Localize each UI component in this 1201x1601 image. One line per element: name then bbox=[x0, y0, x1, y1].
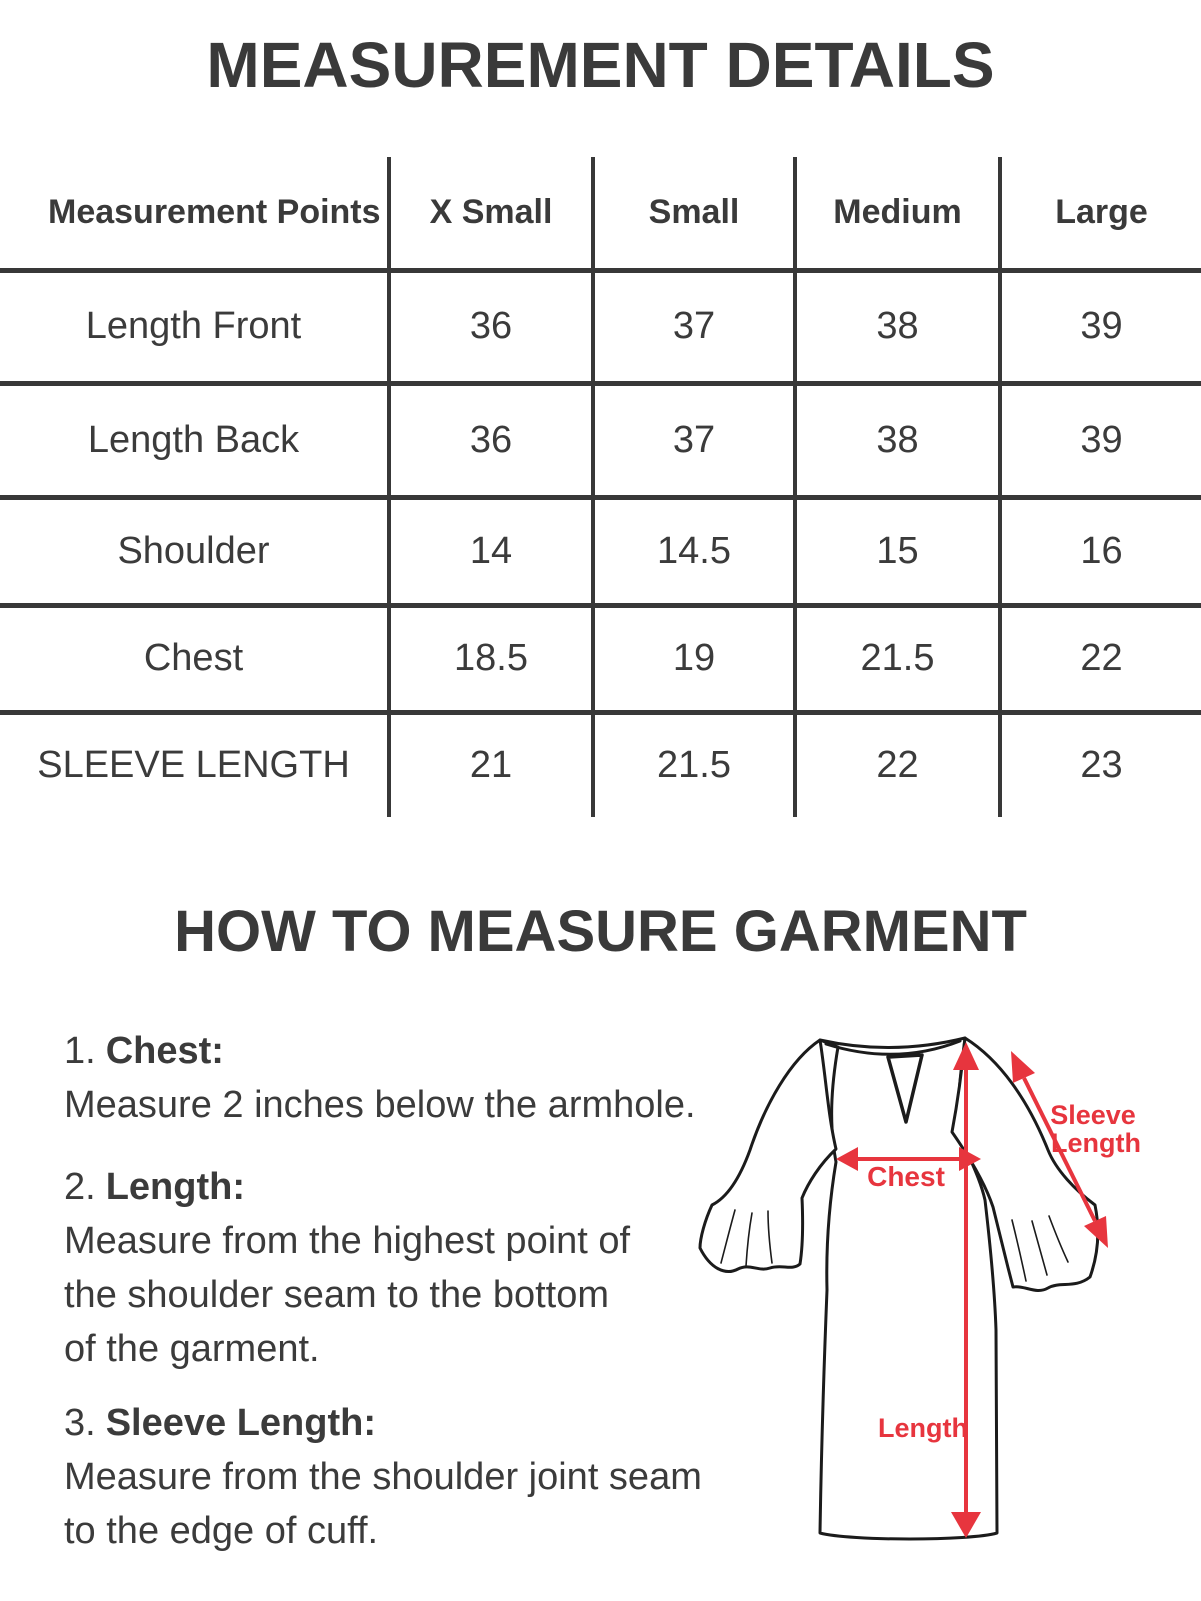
garment-measure-diagram bbox=[680, 1000, 1201, 1601]
size-value: 22 bbox=[795, 712, 1000, 817]
sleeve-length-label-line2: Length bbox=[1051, 1128, 1141, 1158]
table-row bbox=[0, 497, 1201, 605]
size-value: 19 bbox=[593, 605, 795, 712]
size-value: 21.5 bbox=[795, 605, 1000, 712]
size-value: 37 bbox=[593, 383, 795, 497]
column-header-medium: Medium bbox=[795, 157, 1000, 270]
size-value: 39 bbox=[1000, 270, 1201, 383]
column-header-xsmall: X Small bbox=[389, 157, 593, 270]
instruction-line: of the garment. bbox=[64, 1328, 320, 1370]
chest-label: Chest bbox=[867, 1161, 945, 1192]
table-row bbox=[0, 270, 1201, 383]
column-header-measurement-points: Measurement Points bbox=[48, 193, 381, 232]
table-header-row bbox=[0, 157, 1201, 270]
sleeve-length-label-line1: Sleeve bbox=[1050, 1100, 1136, 1130]
instruction-label: Length: bbox=[105, 1166, 245, 1208]
instruction-line: to the edge of cuff. bbox=[64, 1510, 379, 1552]
size-value: 36 bbox=[389, 383, 593, 497]
size-value: 39 bbox=[1000, 383, 1201, 497]
row-label: Length Back bbox=[0, 383, 389, 497]
column-header-small: Small bbox=[593, 157, 795, 270]
sleeve-arrowhead-top bbox=[1011, 1051, 1035, 1083]
instruction-item-sleeve-length bbox=[64, 1396, 764, 1558]
instruction-line: the shoulder seam to the bottom bbox=[64, 1274, 609, 1316]
size-value: 22 bbox=[1000, 605, 1201, 712]
size-value: 38 bbox=[795, 383, 1000, 497]
instruction-heading bbox=[64, 1024, 764, 1078]
size-value: 18.5 bbox=[389, 605, 593, 712]
size-table bbox=[0, 157, 1201, 817]
row-label: Length Front bbox=[0, 270, 389, 383]
size-value: 15 bbox=[795, 497, 1000, 605]
size-value: 14 bbox=[389, 497, 593, 605]
how-to-measure-title: HOW TO MEASURE GARMENT bbox=[174, 899, 1027, 964]
size-value: 14.5 bbox=[593, 497, 795, 605]
left-sleeve bbox=[700, 1040, 836, 1271]
table-row bbox=[0, 383, 1201, 497]
instruction-label: Sleeve Length: bbox=[105, 1402, 376, 1444]
size-value: 38 bbox=[795, 270, 1000, 383]
row-label: Shoulder bbox=[0, 497, 389, 605]
dress-illustration bbox=[700, 1038, 1098, 1539]
instruction-line: Measure from the shoulder joint seam bbox=[64, 1456, 702, 1498]
instruction-heading bbox=[64, 1396, 764, 1450]
size-value: 23 bbox=[1000, 712, 1201, 817]
instruction-heading bbox=[64, 1160, 764, 1214]
size-value: 16 bbox=[1000, 497, 1201, 605]
size-value: 21.5 bbox=[593, 712, 795, 817]
row-label: Chest bbox=[0, 605, 389, 712]
instruction-line: Measure 2 inches below the armhole. bbox=[64, 1084, 696, 1126]
table-row bbox=[0, 712, 1201, 817]
page-title: MEASUREMENT DETAILS bbox=[206, 29, 995, 101]
table-row bbox=[0, 605, 1201, 712]
instruction-line: Measure from the highest point of bbox=[64, 1220, 631, 1262]
size-value: 36 bbox=[389, 270, 593, 383]
size-value: 37 bbox=[593, 270, 795, 383]
length-label: Length bbox=[878, 1413, 968, 1443]
size-value: 21 bbox=[389, 712, 593, 817]
instruction-number: 3. bbox=[64, 1402, 96, 1444]
instruction-label: Chest: bbox=[105, 1030, 224, 1072]
instruction-number: 2. bbox=[64, 1166, 96, 1208]
instruction-number: 1. bbox=[64, 1030, 96, 1072]
column-header-large: Large bbox=[1000, 157, 1201, 270]
instruction-item-chest bbox=[64, 1024, 764, 1132]
instruction-item-length bbox=[64, 1160, 764, 1376]
row-label: SLEEVE LENGTH bbox=[0, 712, 389, 817]
